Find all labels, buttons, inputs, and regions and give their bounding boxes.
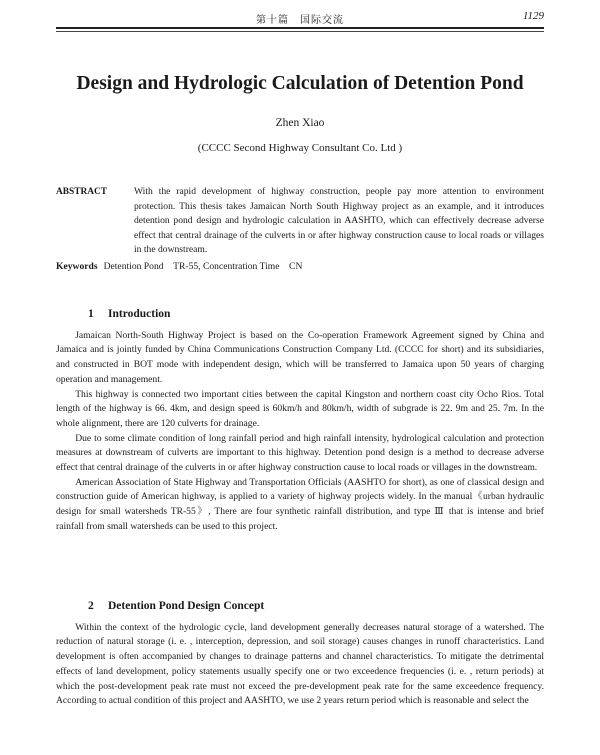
section-title: Detention Pond Design Concept	[108, 600, 265, 612]
section-heading	[56, 307, 544, 322]
header-rule-thin	[56, 31, 544, 32]
abstract-block	[56, 185, 544, 258]
author-affiliation: (CCCC Second Highway Consultant Co. Ltd )	[197, 142, 403, 154]
paragraph: Within the context of the hydrologic cycle, land development generally decreases natural storage of a watershed. The reduction of natural storage (i. e. , interception, depression, and soil storage) causes changes in runoff characteristics. Land development is often accompanied by changes to drainage patterns and channel characteristics. To mitigate the detrimental effects of land development, policy statements usually specify one or two exceedence frequencies (i. e. , return periods) at which the post-development peak rate must not exceed the pre-development peak rate for the same exceedence frequency. According to actual condition of this project and AASHTO, we use 2 years return period which is reasonable and select the	[56, 621, 544, 707]
section-number: 2	[88, 600, 94, 612]
running-head-section: 第十篇 国际交流	[256, 15, 344, 26]
keywords-label: Keywords	[56, 261, 98, 272]
section-number: 1	[88, 308, 94, 320]
section-introduction	[56, 307, 544, 535]
section-title: Introduction	[108, 308, 171, 320]
section-detention-pond-design-concept	[56, 599, 544, 709]
section-heading	[56, 599, 544, 614]
paper-title: Design and Hydrologic Calculation of Detention Pond	[76, 73, 524, 94]
paragraph: Due to some climate condition of long rainfall period and high rainfall intensity, hydrological calculation and protection measures at downstream of culverts are important to this highway. Detention pond design is a method to decrease adverse effect that central drainage of the culverts in or after highway construction cause to local roads or villages in the downstream.	[56, 432, 544, 474]
paragraph: Jamaican North-South Highway Project is based on the Co-operation Framework Agreement signed by China and Jamaica and is jointly funded by China Communications Construction Company Ltd. (CCCC for short) and its subsidiaries, and constructed in BOT mode with independent design, which will be transferred to Jamaica upon 50 years of charging operation and management.	[56, 329, 544, 385]
paragraph: American Association of State Highway and Transportation Officials (AASHTO for short), as one of classical design and construction guide of American highway, is applied to a variety of highway projects widely. In the manual《urban hydraulic design for small watersheds TR-55》, There are four synthetic rainfall distribution, and type Ⅲ that is intense and brief rainfall from small watersheds can be used to this project.	[56, 476, 544, 532]
running-head	[56, 8, 544, 26]
keywords-line	[56, 258, 544, 272]
paragraph: This highway is connected two important cities between the capital Kingston and northern coast city Ocho Rios. Total length of the highway is 66. 4km, and design speed is 60km/h and 80km/h, width of subgrade is 22. 9m and 25. 7m. In the whole alignment, there are 120 culverts for drainage.	[56, 388, 544, 429]
page-number: 1129	[522, 10, 544, 22]
abstract-text: With the rapid development of highway construction, people pay more attention to environment protection. This thesis takes Jamaican North South Highway project as an example, and it introduces detention pond design and hydrologic calculation in AASHTO, which can effectively decrease adverse effect that central drainage of the culverts in or after highway construction cause to local roads or villages in the downstream.	[134, 186, 544, 256]
abstract-label: ABSTRACT	[56, 187, 108, 197]
keywords-text: Detention Pond TR-55, Concentration Time CN	[103, 261, 303, 272]
header-rule-thick	[56, 27, 544, 29]
author-name: Zhen Xiao	[275, 117, 325, 129]
